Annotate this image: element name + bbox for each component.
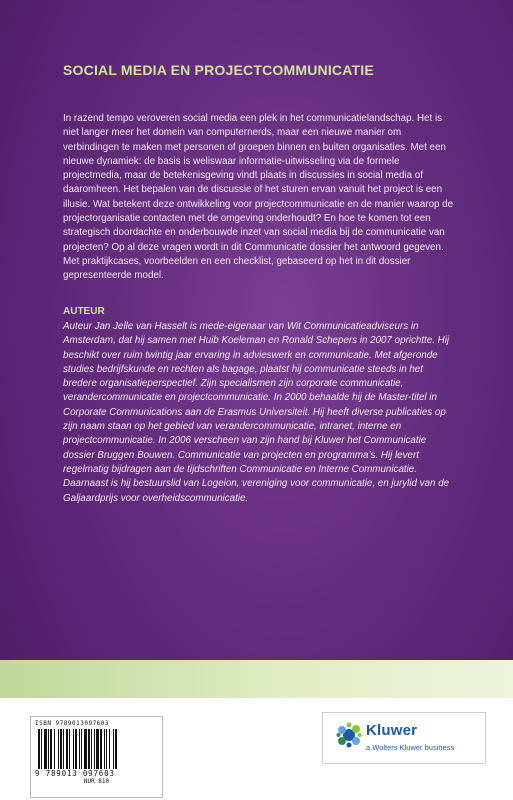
publisher-name: Kluwer [366,722,418,739]
barcode-bar [81,729,82,769]
blurb-text: In razend tempo veroveren social media een plek in het communicatielandschap. Het is niet langer meer het domein van computernerds, maar een nieuwe manier om verbindingen te maken met personen of groepen binnen en buiten organisaties. Met een nieuwe dynamiek: de basis is weliswaar informatie-uitwisseling via de formele projectmedia, maar de betekenisgeving vindt plaats in discussies in social media of daaromheen. Het bepalen van de discussie of het sturen ervan vanuit het project is een illusie. Wat betekent deze ontwikkeling voor projectcommunicatie en de manier waarop de projectorganisatie contacten met de omgeving onderhoudt? En hoe te komen tot een strategisch doordachte en onderbouwde inzet van social media bij de communicatie van projecten? Op al deze vragen wordt in dit Communicatie dossier het antwoord gegeven. Met praktijkcases, voorbeelden en een checklist, gebaseerd op het in dit dossier gepresenteerde model. [63,113,454,282]
logo-dot [338,726,346,734]
logo-dot [338,737,346,745]
logo-dot [337,733,341,737]
decorative-band [0,660,513,698]
isbn-label: ISBN 9789013097603 [35,720,110,727]
barcode-bar [104,729,105,769]
logo-dot [352,725,360,733]
barcode-bar [60,729,62,769]
book-title: SOCIAL MEDIA EN PROJECTCOMMUNICATIE [63,62,374,78]
barcode-bar [106,729,107,769]
barcode-bar [113,729,114,769]
barcode-bar [63,729,64,769]
barcode-digits: 9 789013 097603 [35,769,115,778]
barcode-bar [91,729,92,769]
kluwer-logo-icon [336,722,362,748]
barcode-block [30,716,163,798]
barcode-bar [54,729,55,769]
barcode-bar [84,729,87,769]
logo-dot [358,733,362,737]
barcode-bar [115,729,117,769]
barcode-bar [75,729,77,769]
publisher-tagline: a Wolters Kluwer business [366,743,455,752]
nur-label: NUR 810 [83,778,110,785]
barcode-bar [41,729,42,769]
barcode-bar [48,729,49,769]
author-heading: AUTEUR [63,306,105,317]
barcode-icon [35,729,158,769]
logo-dot [347,723,352,728]
logo-dot [352,737,360,745]
barcode-bar [96,729,99,769]
barcode-bar [50,729,52,769]
barcode-bar [44,729,47,769]
barcode-bar [73,729,74,769]
barcode-bar [79,729,80,769]
logo-dot [347,743,352,748]
author-bio: Auteur Jan Jelle van Hasselt is mede-eigenaar van Wit Communicatieadviseurs in Amsterdam, dat hij samen met Huib Koeleman en Ronald Schepers in 2007 oprichtte. Hij beschikt over ruim twintig jaar ervaring in advieswerk en communicatie. Met afgeronde studies bedrijfskunde en rechten als bagage, plaatst hij communicatie steeds in het bredere organisatieperspectief. Zijn specialismen zijn corporate communicatie, verandercommunicatie en projectcommunicatie. In 2000 behaalde hij de Master-titel in Corporate Communications aan de Erasmus Universiteit. Hij heeft diverse publicaties op zijn naam staan op het gebied van verandercommunicatie, intranet, interne en projectcommunicatie. In 2006 verscheen van zijn hand bij Kluwer het Communicatie dossier Bruggen Bouwen. Communicatie van projecten en programma’s. Hij levert regelmatig bijdragen aan de tijdschriften Communicatie en Interne Communicatie. Daarnaast is hij bestuurslid van Logeion, vereniging voor communicatie, en jurylid van de Galjaardprijs voor overheidscommunicatie. [63,321,450,504]
barcode-bar [69,729,70,769]
barcode-bar [94,729,95,769]
barcode-bar [88,729,90,769]
barcode-bar [38,729,40,769]
barcode-bar [100,729,102,769]
barcode-bar [58,729,59,769]
barcode-bar [66,729,68,769]
barcode-bar [109,729,110,769]
publisher-logo-box [322,712,486,764]
